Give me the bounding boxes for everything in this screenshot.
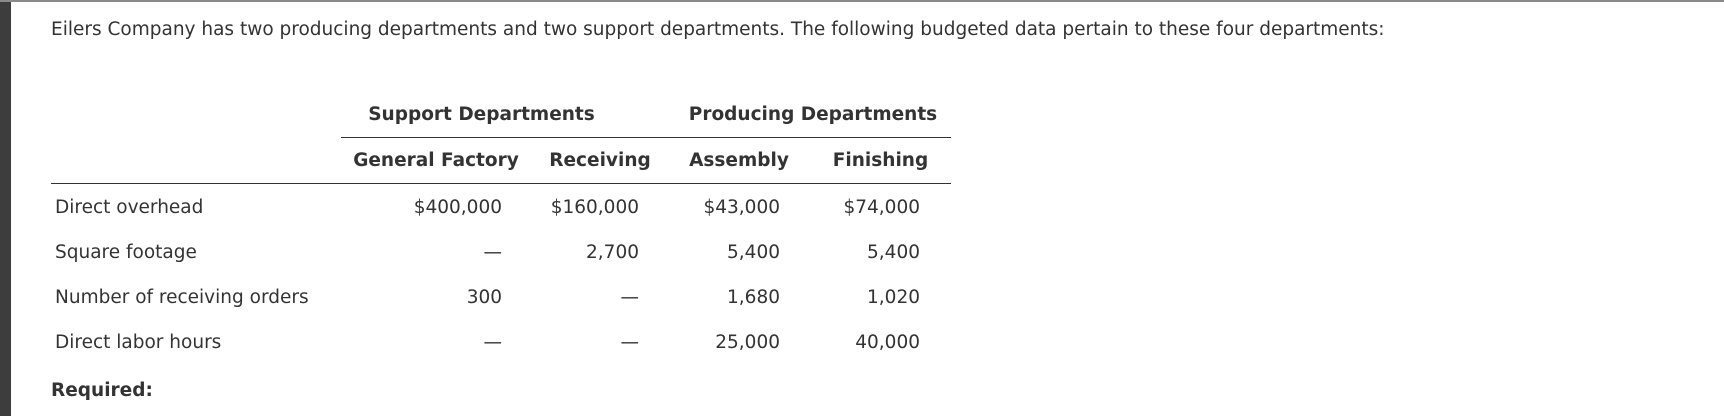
table-cell: 5,400 [727, 242, 780, 263]
group-header-producing: Producing Departments [688, 104, 938, 125]
column-header-finishing: Finishing [832, 150, 929, 171]
table-cell: 300 [466, 287, 502, 308]
intro-paragraph: Eilers Company has two producing departments and two support departments. The following budgeted data pertain to these four departments: [51, 19, 1385, 40]
table-cell: — [620, 287, 639, 308]
table-cell: $400,000 [413, 197, 502, 218]
table-cell: $43,000 [703, 197, 780, 218]
table-cell: 25,000 [715, 332, 780, 353]
left-edge-bar [0, 0, 11, 416]
row-label: Square footage [55, 242, 197, 263]
table-cell: 1,020 [867, 287, 920, 308]
required-heading: Required: [51, 380, 153, 401]
table-cell: 2,700 [586, 242, 639, 263]
column-header-assembly: Assembly [689, 150, 789, 171]
column-header-receiving: Receiving [549, 150, 651, 171]
group-header-rule [341, 137, 951, 138]
table-cell: $160,000 [550, 197, 639, 218]
table-cell: $74,000 [843, 197, 920, 218]
column-header-general-factory: General Factory [353, 150, 519, 171]
table-cell: 40,000 [855, 332, 920, 353]
row-label: Direct overhead [55, 197, 204, 218]
row-label: Number of receiving orders [55, 287, 309, 308]
table-cell: — [620, 332, 639, 353]
row-label: Direct labor hours [55, 332, 222, 353]
table-cell: 5,400 [867, 242, 920, 263]
column-header-rule [51, 183, 951, 184]
group-header-support: Support Departments [368, 104, 595, 125]
table-cell: — [483, 242, 502, 263]
table-cell: — [483, 332, 502, 353]
table-cell: 1,680 [727, 287, 780, 308]
top-border [0, 0, 1724, 2]
